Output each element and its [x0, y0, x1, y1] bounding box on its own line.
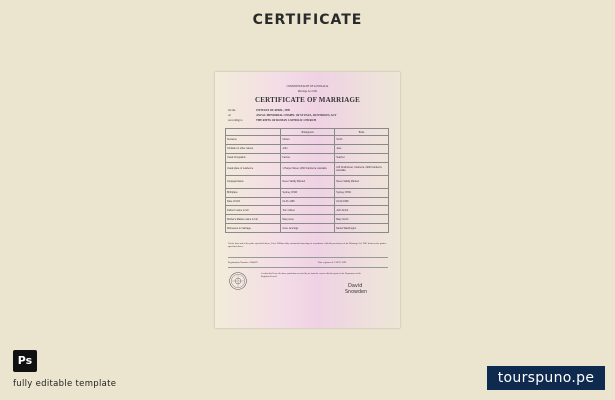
bride-value: Never Validly Married — [335, 175, 389, 188]
table-row — [226, 197, 389, 206]
signature-last: Snowden — [345, 290, 367, 295]
signature-first: David — [348, 283, 363, 289]
certificate-authority: COMMONWEALTH OF AUSTRALIA — [286, 85, 329, 88]
row-label: Surname — [226, 136, 281, 145]
bride-value: Mary Smith — [335, 215, 389, 224]
meta-row — [228, 119, 316, 122]
groom-value: 01-01-1198 — [281, 197, 335, 206]
solemnisation-paragraph: On the date and at the place specified above, Peter William duly solemnised marriage in accordance with the provisions of the Marriage Act 1961 between the parties specified above. — [228, 242, 387, 249]
bride-value: Smith — [335, 136, 389, 145]
bride-value: 01-02-1998 — [335, 197, 389, 206]
row-label: Christian or other names — [226, 144, 281, 153]
bride-value: Teacher — [335, 153, 389, 162]
row-label: Father's name in full — [226, 206, 281, 215]
groom-value: John — [281, 144, 335, 153]
groom-value: 1 Harper Street, 2000 Canberra, Australia — [281, 162, 335, 175]
table-row — [226, 136, 389, 145]
meta-label: According to — [228, 119, 243, 122]
row-label: Usual Occupation — [226, 153, 281, 162]
table-row — [226, 153, 389, 162]
row-label: Conjugal status — [226, 175, 281, 188]
meta-row — [228, 109, 290, 112]
table-row — [226, 206, 389, 215]
official-seal-icon — [229, 272, 247, 290]
page-heading: CERTIFICATE — [252, 12, 363, 28]
groom-value: Mary Anne — [281, 215, 335, 224]
table-header: Bride — [335, 129, 389, 136]
bride-value: John Smith — [335, 206, 389, 215]
divider — [228, 267, 388, 268]
table-header-row — [226, 129, 389, 136]
meta-label: At — [228, 114, 231, 117]
certificate-preview — [215, 72, 400, 328]
groom-value: Never Validly Married — [281, 175, 335, 188]
groom-value: Anne Jennings — [281, 224, 335, 233]
table-row — [226, 162, 389, 175]
row-label: Witnesses to marriage — [226, 224, 281, 233]
meta-row — [228, 114, 337, 117]
table-row — [226, 188, 389, 197]
divider — [228, 257, 388, 258]
row-label: Usual place of residence — [226, 162, 281, 175]
table-row — [226, 144, 389, 153]
certificate-title: CERTIFICATE OF MARRIAGE — [254, 96, 361, 104]
bride-value: Sydney, NSW — [335, 188, 389, 197]
table-row — [226, 175, 389, 188]
groom-value: Farmer — [281, 153, 335, 162]
row-label: Birthplace — [226, 188, 281, 197]
table-header: Bridegroom — [281, 129, 335, 136]
editable-template-caption: fully editable template — [13, 379, 117, 389]
certification-fine-print: I certify that I have the above particulars received by me from the correct official register in the Department of the Registrar-General. — [261, 273, 361, 278]
groom-value: Citizen — [281, 136, 335, 145]
table-row — [226, 224, 389, 233]
bride-value: Jane — [335, 144, 389, 153]
groom-value: Sydney, NSW — [281, 188, 335, 197]
meta-value: ANZAC MEMORIAL CHAPEL OF ST PAUL, DUNTROON, ACT — [256, 114, 337, 117]
date-registered: Date registered: 3 MAY 1999 — [318, 261, 347, 264]
brand-badge[interactable]: tourspuno.pe — [487, 366, 605, 390]
table-row — [226, 215, 389, 224]
photoshop-icon: Ps — [13, 350, 37, 372]
row-label: Date of birth — [226, 197, 281, 206]
certificate-act: Marriage Act 1961 — [297, 90, 318, 93]
meta-value: 19TH DAY OF APRIL, 1999 — [256, 109, 290, 112]
registration-number: Registration Number: 2284697 — [228, 261, 258, 264]
row-label: Mother's Maiden name in full — [226, 215, 281, 224]
table-header — [226, 129, 281, 136]
bride-value: Daniel Washington — [335, 224, 389, 233]
groom-value: Tom Citizen — [281, 206, 335, 215]
particulars-table — [225, 128, 389, 233]
meta-value: THE RITES OF ROMAN CATHOLIC CHURCH — [256, 119, 316, 122]
bride-value: 123 Smithstreet, Canberra, 2000 Canberra, Australia — [335, 162, 389, 175]
meta-label: On the — [228, 109, 236, 112]
